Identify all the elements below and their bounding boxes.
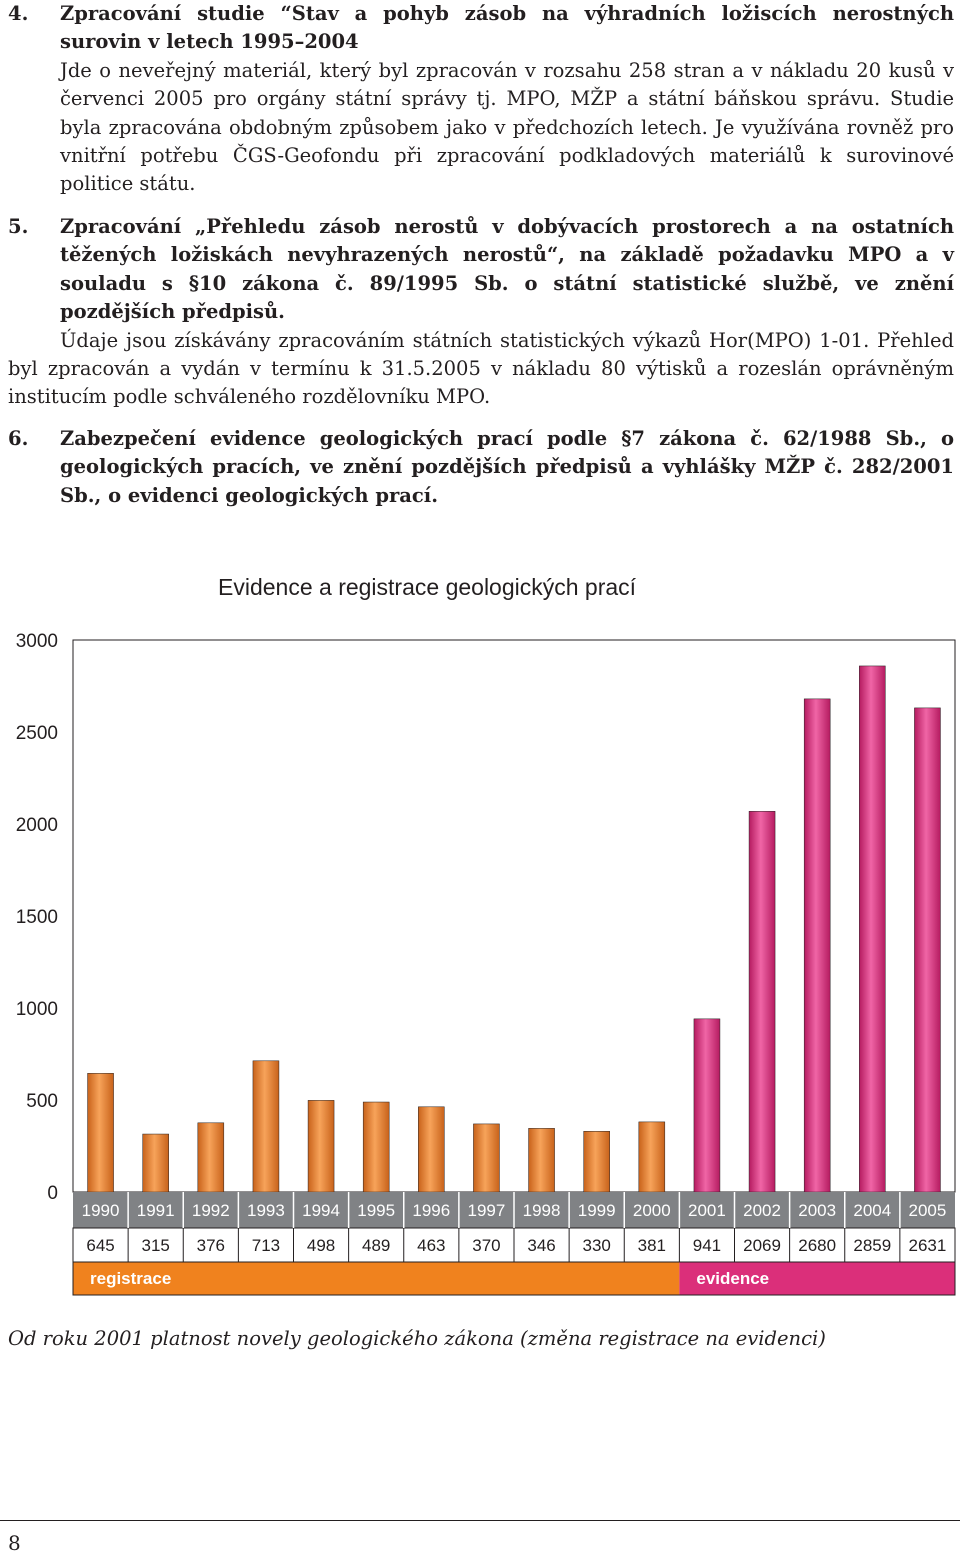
year-label: 1990 [81,1201,120,1220]
bar-1992 [198,1123,224,1192]
value-label: 2069 [743,1236,781,1255]
year-label: 1999 [577,1201,616,1220]
year-label: 2002 [743,1201,781,1220]
y-tick-label: 1000 [15,999,58,1020]
year-label: 2004 [853,1201,892,1220]
section-item-4 [8,0,954,199]
item-number: 4. [8,2,29,25]
year-label: 1998 [522,1201,561,1220]
value-label: 713 [251,1236,281,1255]
item-number: 5. [8,215,29,238]
bar-1999 [584,1131,610,1192]
value-label: 2631 [908,1236,947,1255]
chart-caption: Od roku 2001 platnost novely geologického zákona (změna registrace na evidenci) [8,1327,826,1350]
year-label: 2001 [688,1201,726,1220]
value-label: 2859 [853,1236,892,1255]
value-label: 346 [527,1236,556,1255]
value-label: 2680 [798,1236,837,1255]
value-label: 498 [306,1236,336,1255]
year-label: 1991 [136,1201,175,1220]
bar-1998 [529,1128,555,1192]
value-label: 489 [362,1236,391,1255]
value-label: 941 [692,1236,722,1255]
chart-title: Evidence a registrace geologických prací [218,574,637,600]
bar-2005 [914,708,940,1192]
item-heading: Zpracování studie “Stav a pohyb zásob na výhradních ložiscích nerostných surovin v letech 1995–2004 [60,2,954,54]
bar-chart [0,600,960,1300]
bar-1996 [418,1107,444,1192]
bar-1997 [473,1124,499,1192]
bar-2002 [749,811,775,1192]
value-label: 645 [86,1236,115,1255]
series-label-registrace: registrace [90,1269,172,1288]
year-label: 2005 [908,1201,947,1220]
bar-2001 [694,1019,720,1192]
y-tick-label: 1500 [15,907,58,928]
item-body: Jde o neveřejný materiál, který byl zpracován v rozsahu 258 stran a v nákladu 20 kusů v červenci 2005 pro orgány státní správy tj. MPO, MŽP a státní báňskou správu. Studie byla zpracována obdobným způsobem jako v předchozích letech. Je využívána rovněž pro vnitřní potřebu ČGS-Geofondu při zpracování podkladových materiálů k surovinové politice státu. [60,58,954,196]
bar-1991 [143,1134,169,1192]
year-label: 2003 [798,1201,837,1220]
item-heading: Zpracování „Přehledu zásob nerostů v dobývacích prostorech a na ostatních těžených ložiskách nevyhrazených nerostů“, na základě požadavku MPO a v souladu s §10 zákona č. 89/1995 Sb. o státní statistické službě, ve znění pozdějších předpisů. [60,215,954,324]
value-label: 381 [637,1236,666,1255]
year-label: 1994 [302,1201,340,1220]
series-label-evidence: evidence [696,1269,770,1288]
year-label: 1997 [467,1201,506,1220]
item-number: 6. [8,427,29,450]
bar-1994 [308,1100,334,1192]
bar-1993 [253,1061,279,1192]
value-label: 376 [196,1236,225,1255]
bar-1990 [88,1073,114,1192]
bar-2000 [639,1122,665,1192]
value-label: 315 [141,1236,170,1255]
bar-1995 [363,1102,389,1192]
year-label: 1996 [412,1201,451,1220]
year-label: 1993 [247,1201,285,1220]
bar-2004 [859,666,885,1192]
item-heading: Zabezpečení evidence geologických prací podle §7 zákona č. 62/1988 Sb., o geologických pracích, ve znění pozdějších předpisů a vyhlášky MŽP č. 282/2001 Sb., o evidenci geologických prací. [60,427,954,507]
y-tick-label: 500 [26,1091,58,1112]
section-item-5 [8,213,954,412]
y-tick-label: 2500 [15,723,58,744]
bar-2003 [804,699,830,1192]
section-item-6 [8,425,954,510]
year-label: 1995 [357,1201,396,1220]
footer-divider [0,1520,960,1521]
year-label: 1992 [191,1201,230,1220]
value-label: 370 [472,1236,501,1255]
page-number: 8 [8,1531,21,1555]
y-tick-label: 3000 [15,631,58,652]
value-label: 463 [417,1236,446,1255]
item-body: Údaje jsou získávány zpracováním státních statistických výkazů Hor(MPO) 1-01. Přehled byl zpracován a vydán v termínu k 31.5.2005 v nákladu 80 výtisků a rozeslán oprávněným institucím podle schváleného rozdělovníku MPO. [8,328,954,409]
y-tick-label: 2000 [15,815,58,836]
value-label: 330 [582,1236,611,1255]
year-label: 2000 [632,1201,671,1220]
y-tick-label: 0 [47,1183,58,1204]
